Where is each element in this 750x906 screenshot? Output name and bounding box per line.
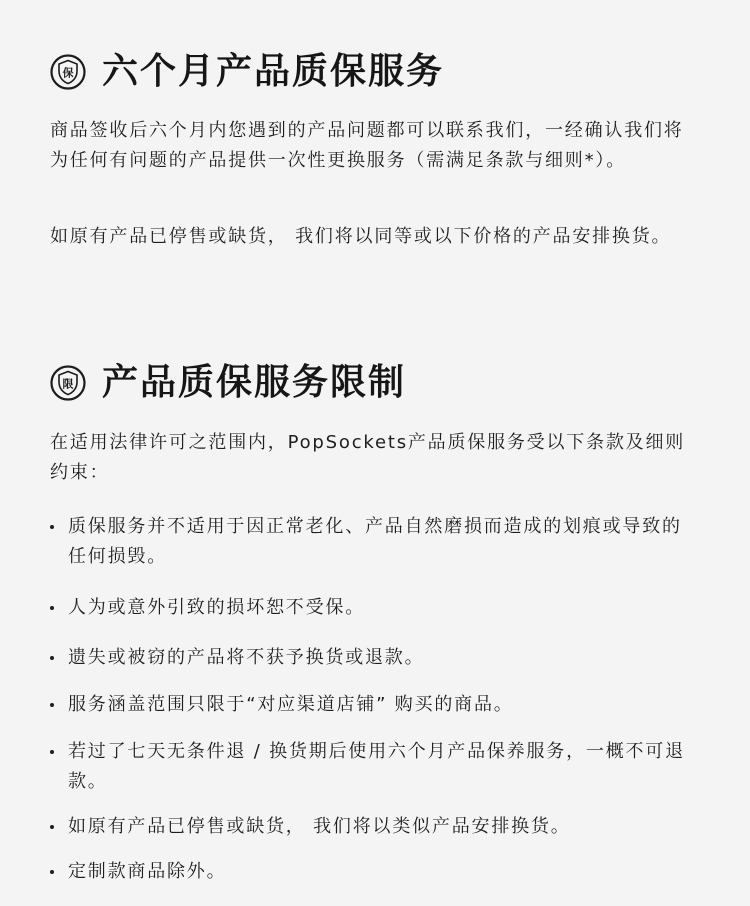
list-item bbox=[50, 593, 700, 623]
bullet-dot bbox=[50, 870, 54, 874]
limit-badge-char: 限 bbox=[62, 377, 74, 391]
section-title: 六个月产品质保服务 bbox=[102, 51, 445, 92]
limit-badge-icon bbox=[50, 365, 86, 401]
limitations-heading bbox=[50, 355, 406, 411]
warranty-paragraph-1: 商品签收后六个月内您遇到的产品问题都可以联系我们，一经确认我们将为任何有问题的产品提供一次性更换服务（需满足条款与细则*）。 bbox=[50, 120, 684, 171]
bullet-dot bbox=[50, 750, 54, 754]
warranty-heading bbox=[50, 44, 444, 100]
list-item bbox=[50, 690, 700, 720]
list-item bbox=[50, 737, 700, 797]
limitations-intro: 在适用法律许可之范围内，PopSockets产品质保服务受以下条款及细则约束： bbox=[50, 432, 686, 483]
list-item-text: 质保服务并不适用于因正常老化、产品自然磨损而造成的划痕或导致的任何损毁。 bbox=[68, 516, 682, 567]
list-item-text: 定制款商品除外。 bbox=[68, 861, 227, 882]
section-title: 产品质保服务限制 bbox=[102, 362, 407, 403]
list-item-text: 如原有产品已停售或缺货， 我们将以类似产品安排换货。 bbox=[68, 816, 571, 837]
bullet-dot bbox=[50, 825, 54, 829]
list-item-text: 遗失或被窃的产品将不获予换货或退款。 bbox=[68, 647, 425, 668]
list-item bbox=[50, 812, 700, 842]
list-item bbox=[50, 857, 700, 887]
bullet-dot bbox=[50, 656, 54, 660]
shield-badge-char: 保 bbox=[62, 66, 74, 80]
shield-badge-icon bbox=[50, 54, 86, 90]
bullet-dot bbox=[50, 703, 54, 707]
list-item bbox=[50, 643, 700, 673]
list-item-text: 服务涵盖范围只限于“对应渠道店铺” 购买的商品。 bbox=[68, 694, 514, 715]
list-item-text: 人为或意外引致的损坏恕不受保。 bbox=[68, 597, 365, 618]
bullet-dot bbox=[50, 606, 54, 610]
list-item bbox=[50, 512, 700, 572]
warranty-paragraph-2: 如原有产品已停售或缺货， 我们将以同等或以下价格的产品安排换货。 bbox=[50, 226, 672, 247]
list-item-text: 若过了七天无条件退 / 换货期后使用六个月产品保养服务，一概不可退款。 bbox=[68, 741, 685, 792]
bullet-dot bbox=[50, 525, 54, 529]
